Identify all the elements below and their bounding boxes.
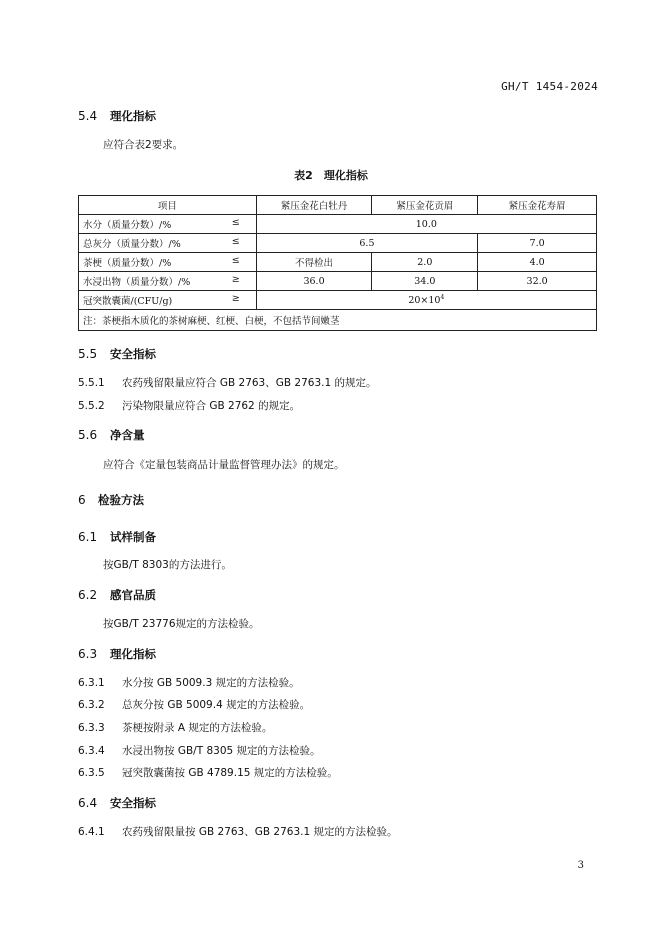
clause-number: 5.5.1 <box>78 377 105 389</box>
comparison-operator: ≥ <box>231 274 240 285</box>
section-title: 理化指标 <box>110 647 156 661</box>
section-title: 试样制备 <box>110 530 156 544</box>
clause <box>78 697 310 712</box>
value-cell: 不得检出 <box>256 253 372 272</box>
section-heading-6-2 <box>78 587 156 603</box>
table-row <box>79 291 597 310</box>
comparison-operator: ≥ <box>231 293 240 304</box>
paragraph: 应符合表2要求。 <box>103 139 184 151</box>
value-cell: 10.0 <box>256 215 596 234</box>
clause <box>78 720 272 735</box>
section-heading-6-1 <box>78 529 156 545</box>
value-cell: 32.0 <box>478 272 597 291</box>
paragraph: 应符合《定量包装商品计量监督管理办法》的规定。 <box>103 459 345 471</box>
section-number: 6.4 <box>78 796 98 810</box>
value-cell: 34.0 <box>372 272 478 291</box>
section-number: 6.1 <box>78 530 98 544</box>
table-header-cell: 紧压金花贡眉 <box>372 196 478 215</box>
section-title: 安全指标 <box>110 347 156 361</box>
item-cell <box>79 253 257 272</box>
item-cell <box>79 234 257 253</box>
value-cell: 6.5 <box>256 234 478 253</box>
item-label: 水浸出物（质量分数）/% <box>83 277 191 288</box>
clause <box>78 743 321 758</box>
page-number: 3 <box>577 860 584 871</box>
section-heading-6-3 <box>78 646 156 662</box>
section-heading-5-5 <box>78 346 156 362</box>
value-base: 20×10 <box>408 295 441 307</box>
section-title: 安全指标 <box>110 796 156 810</box>
clause <box>78 765 338 780</box>
value-cell: 2.0 <box>372 253 478 272</box>
section-title: 净含量 <box>110 428 145 442</box>
clause-number: 6.3.1 <box>78 677 105 689</box>
value-cell: 4.0 <box>478 253 597 272</box>
table-header-cell: 紧压金花白牡丹 <box>256 196 372 215</box>
value-cell: 36.0 <box>256 272 372 291</box>
section-title: 理化指标 <box>110 109 156 123</box>
item-cell <box>79 291 257 310</box>
clause-number: 5.5.2 <box>78 400 105 412</box>
clause-number: 6.4.1 <box>78 826 105 838</box>
section-title: 检验方法 <box>98 493 144 507</box>
table-row <box>79 253 597 272</box>
clause-text: 冠突散囊菌按 GB 4789.15 规定的方法检验。 <box>122 767 338 779</box>
item-label: 水分（质量分数）/% <box>83 220 172 231</box>
paragraph: 按GB/T 8303的方法进行。 <box>103 559 232 571</box>
clause-text: 农药残留限量应符合 GB 2763、GB 2763.1 的规定。 <box>122 377 377 389</box>
clause <box>78 824 398 839</box>
spec-table <box>78 195 597 331</box>
item-cell <box>79 215 257 234</box>
table-note: 注：茶梗指木质化的茶树麻梗、红梗、白梗，不包括节间嫩茎 <box>79 310 597 331</box>
paragraph: 按GB/T 23776规定的方法检验。 <box>103 618 260 630</box>
comparison-operator: ≤ <box>231 217 240 228</box>
section-heading-5-6 <box>78 427 145 443</box>
clause-text: 农药残留限量按 GB 2763、GB 2763.1 规定的方法检验。 <box>122 826 398 838</box>
item-cell <box>79 272 257 291</box>
section-number: 5.4 <box>78 109 98 123</box>
document-id: GH/T 1454-2024 <box>501 80 598 93</box>
clause <box>78 375 377 390</box>
section-number: 5.5 <box>78 347 98 361</box>
clause-number: 6.3.5 <box>78 767 105 779</box>
clause-text: 污染物限量应符合 GB 2762 的规定。 <box>122 400 301 412</box>
value-cell: 7.0 <box>478 234 597 253</box>
clause-text: 水分按 GB 5009.3 规定的方法检验。 <box>122 677 300 689</box>
section-number: 6.2 <box>78 588 98 602</box>
table-caption: 表2 理化指标 <box>294 169 368 182</box>
table-header-cell: 紧压金花寿眉 <box>478 196 597 215</box>
table-row <box>79 272 597 291</box>
section-title: 感官品质 <box>110 588 156 602</box>
clause-text: 总灰分按 GB 5009.4 规定的方法检验。 <box>122 699 311 711</box>
clause <box>78 675 300 690</box>
item-label: 茶梗（质量分数）/% <box>83 258 172 269</box>
comparison-operator: ≤ <box>231 255 240 266</box>
clause-number: 6.3.4 <box>78 745 105 757</box>
table-row <box>79 215 597 234</box>
clause-text: 水浸出物按 GB/T 8305 规定的方法检验。 <box>122 745 321 757</box>
clause <box>78 398 300 413</box>
comparison-operator: ≤ <box>231 236 240 247</box>
section-heading-5-4 <box>78 108 156 124</box>
section-heading-6 <box>78 492 144 508</box>
section-number: 5.6 <box>78 428 98 442</box>
table-header-cell: 项目 <box>79 196 257 215</box>
section-heading-6-4 <box>78 795 156 811</box>
clause-number: 6.3.3 <box>78 722 105 734</box>
table-row <box>79 234 597 253</box>
item-label: 冠突散囊菌/(CFU/g) <box>83 296 173 307</box>
clause-text: 茶梗按附录 A 规定的方法检验。 <box>122 722 273 734</box>
section-number: 6.3 <box>78 647 98 661</box>
table-note-row <box>79 310 597 331</box>
section-number: 6 <box>78 493 86 507</box>
value-cell <box>256 291 596 310</box>
item-label: 总灰分（质量分数）/% <box>83 239 181 250</box>
clause-number: 6.3.2 <box>78 699 105 711</box>
value-exponent: 4 <box>440 293 445 301</box>
table-header-row <box>79 196 597 215</box>
